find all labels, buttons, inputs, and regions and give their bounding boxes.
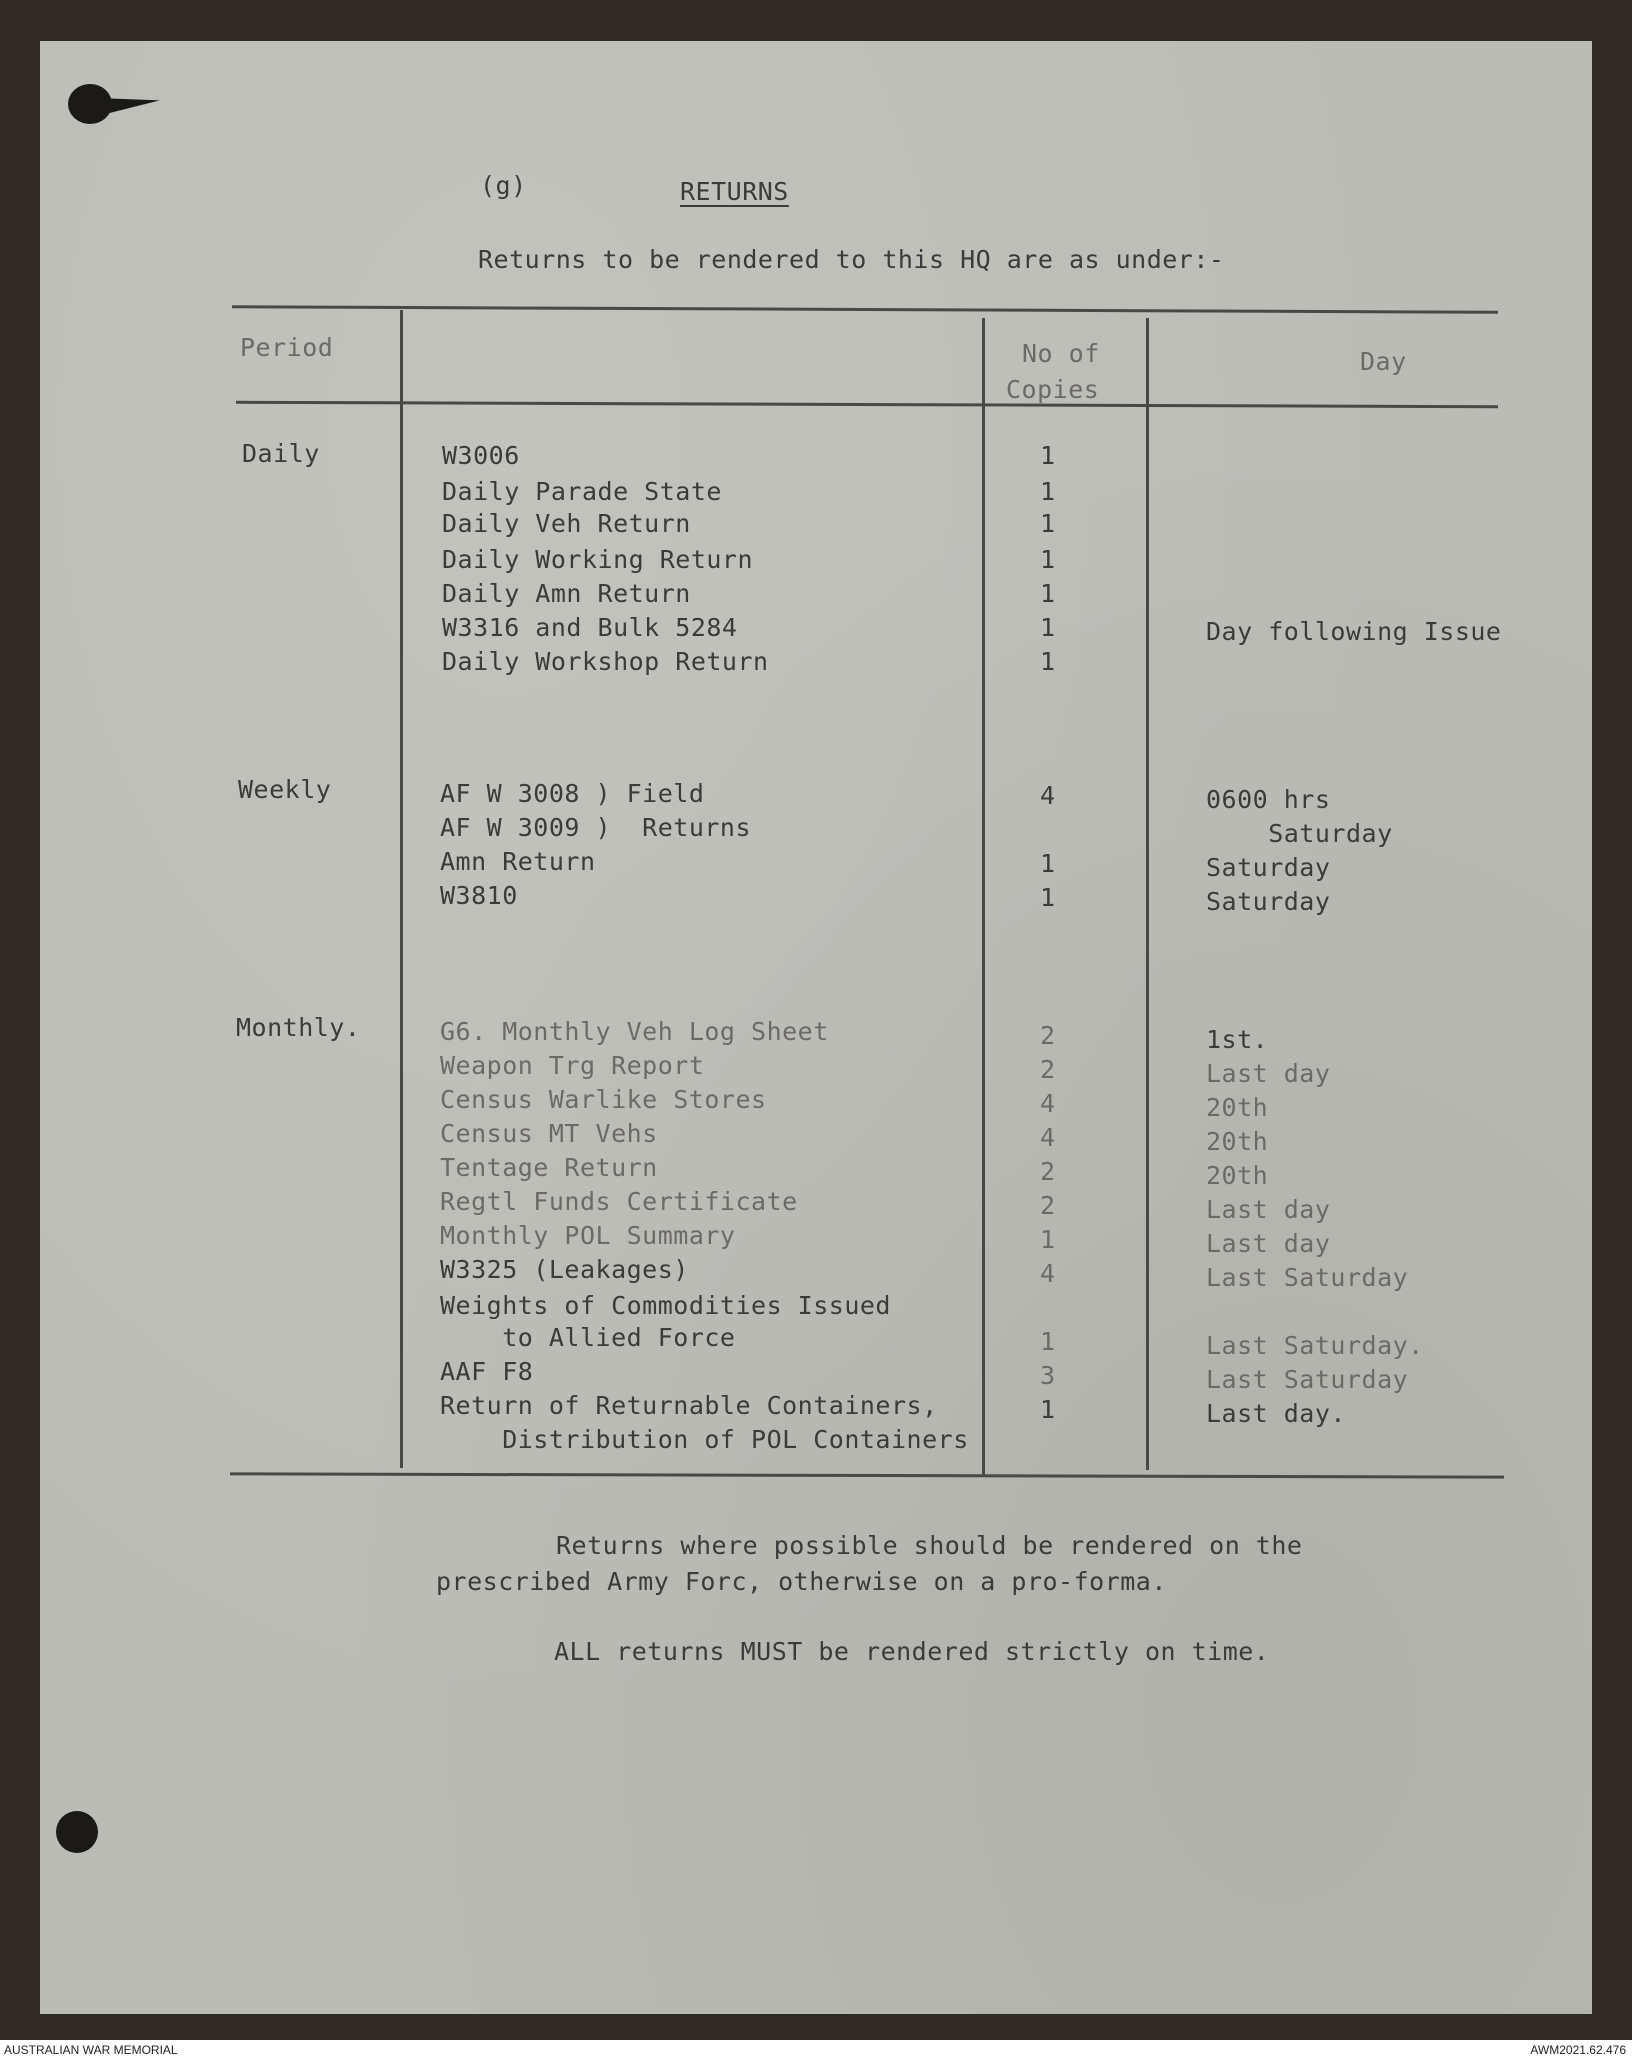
- table-row-item: Return of Returnable Containers,: [440, 1391, 938, 1420]
- table-row-item: Daily Working Return: [442, 545, 754, 574]
- table-row-item: AF W 3009 ) Returns: [440, 813, 752, 842]
- table-row-copies: 3: [1040, 1361, 1056, 1390]
- punch-hole-bottom: [56, 1811, 98, 1853]
- period-daily: Daily: [242, 439, 320, 468]
- table-row-item: Daily Workshop Return: [442, 647, 769, 676]
- table-divider-item: [982, 318, 985, 1476]
- table-row-item: Monthly POL Summary: [440, 1221, 736, 1250]
- table-row-item: Regtl Funds Certificate: [440, 1187, 798, 1216]
- note-line-2: prescribed Army Forc, otherwise on a pro-forma.: [436, 1567, 1167, 1596]
- table-row-day: 20th: [1206, 1093, 1269, 1122]
- table-row-day: Last Saturday: [1206, 1365, 1409, 1394]
- period-monthly: Monthly.: [236, 1013, 361, 1042]
- table-row-item: Daily Parade State: [442, 477, 722, 506]
- table-row-copies: 1: [1040, 647, 1056, 676]
- table-row-day: Last Saturday: [1206, 1263, 1409, 1292]
- table-row-item: to Allied Force: [440, 1323, 736, 1352]
- table-row-copies: 1: [1040, 849, 1056, 878]
- table-row-item: Census Warlike Stores: [440, 1085, 767, 1114]
- table-row-copies: 4: [1040, 1089, 1056, 1118]
- table-row-day: Day following Issue: [1206, 617, 1502, 646]
- table-row-item: Census MT Vehs: [440, 1119, 658, 1148]
- table-row-copies: 2: [1040, 1157, 1056, 1186]
- table-row-item: Tentage Return: [440, 1153, 658, 1182]
- table-row-copies: 2: [1040, 1191, 1056, 1220]
- table-row-day: Saturday: [1206, 887, 1331, 916]
- table-row-day: Last day: [1206, 1195, 1331, 1224]
- table-row-copies: 2: [1040, 1055, 1056, 1084]
- table-row-copies: 1: [1040, 545, 1056, 574]
- table-row-copies: 1: [1040, 1395, 1056, 1424]
- table-row-day: 20th: [1206, 1161, 1269, 1190]
- header-period: Period: [240, 333, 334, 362]
- table-row-day: Saturday: [1206, 853, 1331, 882]
- table-row-day: 1st.: [1206, 1025, 1269, 1054]
- table-row-day: 0600 hrs: [1206, 785, 1331, 814]
- header-day: Day: [1360, 347, 1407, 376]
- table-row-day: Last day.: [1206, 1399, 1346, 1428]
- credit-accession: AWM2021.62.476: [1530, 2043, 1626, 2057]
- note-line-1: Returns where possible should be rendered on the: [556, 1531, 1303, 1560]
- table-row-copies: 1: [1040, 613, 1056, 642]
- credit-institution: AUSTRALIAN WAR MEMORIAL: [4, 2043, 178, 2057]
- table-divider-copies: [1146, 318, 1149, 1470]
- header-copies-line1: No of: [1022, 339, 1100, 368]
- table-row-copies: 1: [1040, 477, 1056, 506]
- table-row-item: G6. Monthly Veh Log Sheet: [440, 1017, 829, 1046]
- table-row-copies: 1: [1040, 1225, 1056, 1254]
- period-weekly: Weekly: [238, 775, 332, 804]
- table-row-copies: 2: [1040, 1021, 1056, 1050]
- table-row-item: Weights of Commodities Issued: [440, 1291, 891, 1320]
- table-row-copies: 1: [1040, 579, 1056, 608]
- table-row-item: Distribution of POL Containers: [440, 1425, 969, 1454]
- table-row-copies: 4: [1040, 1259, 1056, 1288]
- table-row-copies: 1: [1040, 509, 1056, 538]
- table-row-item: AF W 3008 ) Field: [440, 779, 705, 808]
- table-row-item: W3325 (Leakages): [440, 1255, 689, 1284]
- table-row-item: Daily Amn Return: [442, 579, 691, 608]
- table-row-item: Weapon Trg Report: [440, 1051, 705, 1080]
- table-row-day: Last day: [1206, 1059, 1331, 1088]
- note-line-3: ALL returns MUST be rendered strictly on time.: [554, 1637, 1270, 1666]
- credit-bar: [0, 2040, 1632, 2061]
- table-row-copies: 1: [1040, 883, 1056, 912]
- table-divider-period: [400, 310, 403, 1468]
- page-title: RETURNS: [680, 177, 789, 206]
- table-row-copies: 4: [1040, 1123, 1056, 1152]
- table-row-copies: 4: [1040, 781, 1056, 810]
- table-row-copies: 1: [1040, 441, 1056, 470]
- table-row-item: AAF F8: [440, 1357, 534, 1386]
- table-row-day: Last Saturday.: [1206, 1331, 1424, 1360]
- table-row-day: Saturday: [1206, 819, 1393, 848]
- table-row-copies: 1: [1040, 1327, 1056, 1356]
- intro-text: Returns to be rendered to this HQ are as under:-: [478, 245, 1225, 274]
- table-row-item: Daily Veh Return: [442, 509, 691, 538]
- table-row-day: Last day: [1206, 1229, 1331, 1258]
- table-row-item: W3006: [442, 441, 520, 470]
- table-row-day: 20th: [1206, 1127, 1269, 1156]
- table-row-item: Amn Return: [440, 847, 596, 876]
- table-row-item: W3316 and Bulk 5284: [442, 613, 738, 642]
- table-row-item: W3810: [440, 881, 518, 910]
- section-marker: (g): [480, 171, 527, 200]
- header-copies-line2: Copies: [1006, 375, 1100, 404]
